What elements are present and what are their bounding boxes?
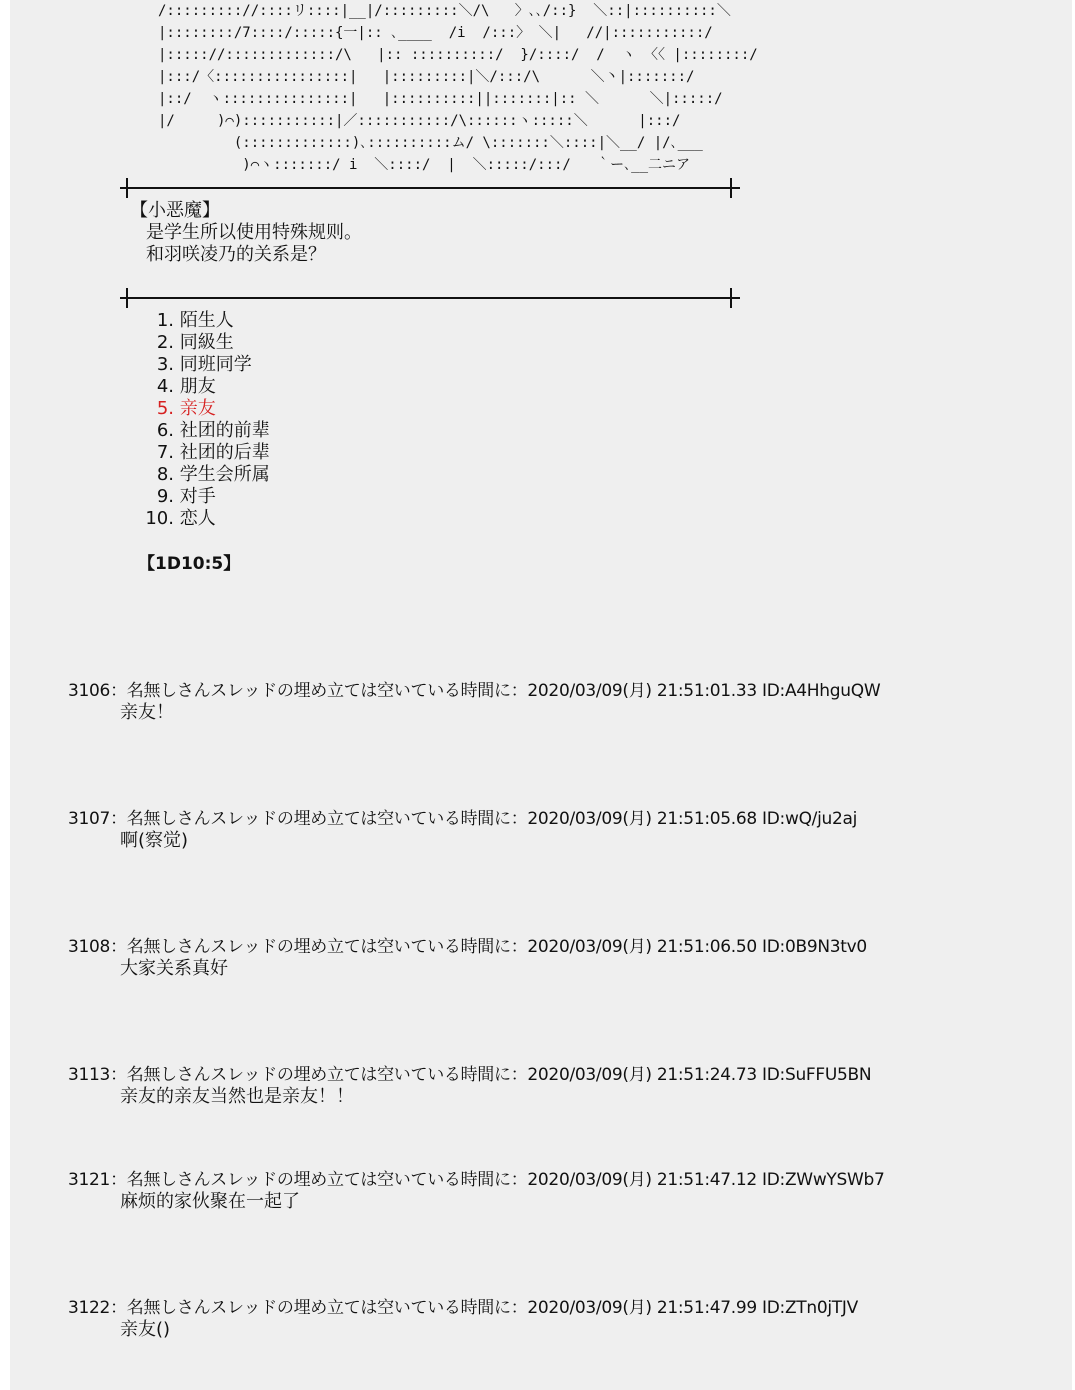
divider-top [120, 187, 740, 189]
speaker-name: 【小恶魔】 [130, 200, 220, 221]
post-header: 3108：名無しさんスレッドの埋め立ては空いている時間に：2020/03/09(月) 21:51:06.50 ID:0B9N3tv0 [68, 937, 867, 957]
dice-result: 【1D10:5】 [138, 554, 241, 574]
thread-page [10, 0, 1072, 1390]
post-header: 3122：名無しさんスレッドの埋め立ては空いている時間に：2020/03/09(月) 21:51:47.99 ID:ZTn0jTJV [68, 1298, 858, 1318]
post [68, 1169, 885, 1213]
choice-item: 8. 学生会所属 [156, 464, 270, 485]
ascii-art: /::::::::://::::リ::::|__|/:::::::::＼/\ 〉､､/::} ＼::|::::::::::＼ |::::::::/7::::/:::::{一|:: ､____ /i /:::〉 ＼| //|:::::::::::/ |::::://:::::::::::::/\ |:: ::::::::::/ }/::::/ / ヽ 〈〈 |::::::::/ |:::/〈::::::::::::::::| |:::::::::|＼/:::/\ ＼丶|:::::::/ |::/ ヽ:::::::::::::::| |::::::::::||:::::::|:: ＼ ＼|:::::/ |/ )⌒):::::::::::|／:::::::::::/\::::::ヽ:::::＼ |:::/ (:::::::::::::)､::::::::::ム/ \:::::::＼::::|＼__/ |/､___ )⌒ヽ:::::::/ i ＼::::/ | ＼:::::/:::/ ｀ー､__二ニア [158, 3, 758, 173]
dialogue-line: 是学生所以使用特殊规则。 [146, 222, 362, 243]
choice-item: 10. 恋人 [145, 508, 216, 529]
post-body: 大家关系真好 [120, 958, 228, 979]
post-header: 3121：名無しさんスレッドの埋め立ては空いている時間に：2020/03/09(月) 21:51:47.12 ID:ZWwYSWb7 [68, 1170, 885, 1190]
post-body: 啊(察觉) [120, 830, 189, 851]
choice-item: 6. 社团的前辈 [156, 420, 270, 441]
choice-item: 4. 朋友 [156, 376, 216, 397]
post-body: 亲友() [120, 1319, 171, 1340]
dialogue-line: 和羽咲凌乃的关系是？ [146, 244, 326, 265]
post [68, 1297, 858, 1341]
post [68, 936, 867, 980]
post-body: 麻烦的家伙聚在一起了 [120, 1191, 300, 1212]
dialogue [146, 222, 362, 266]
post-body: 亲友的亲友当然也是亲友！！ [120, 1086, 354, 1107]
choice-item: 7. 社团的后辈 [156, 442, 270, 463]
post [68, 808, 857, 852]
choice-list [132, 310, 270, 530]
choice-item: 1. 陌生人 [156, 310, 234, 331]
post-header: 3107：名無しさんスレッドの埋め立ては空いている時間に：2020/03/09(月) 21:51:05.68 ID:wQ/ju2aj [68, 809, 858, 829]
choice-item-selected: 5. 亲友 [156, 398, 216, 419]
post-header: 3106：名無しさんスレッドの埋め立ては空いている時間に：2020/03/09(月) 21:51:01.33 ID:A4HhguQW [68, 681, 881, 701]
choice-item: 3. 同班同学 [156, 354, 252, 375]
post-header: 3113：名無しさんスレッドの埋め立ては空いている時間に：2020/03/09(月) 21:51:24.73 ID:SuFFU5BN [68, 1065, 872, 1085]
post [68, 1064, 871, 1108]
choice-item: 9. 对手 [156, 486, 216, 507]
choice-item: 2. 同級生 [156, 332, 234, 353]
post [68, 680, 880, 724]
divider-bottom [120, 297, 740, 299]
post-body: 亲友！ [120, 702, 174, 723]
